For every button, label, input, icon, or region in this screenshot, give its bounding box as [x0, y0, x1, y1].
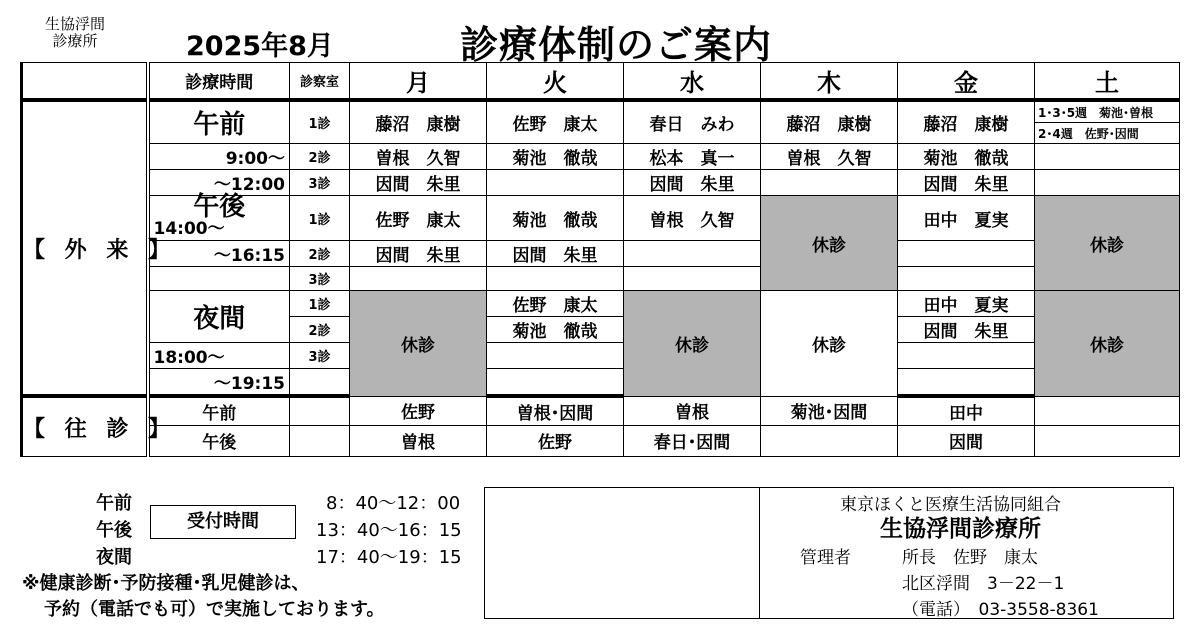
- home-am-label: 午前: [148, 396, 290, 425]
- cell-am-r3-mon: 因間 朱里: [350, 170, 487, 196]
- cell-am-r3-wed: 因間 朱里: [624, 170, 761, 196]
- home-visit-label: 【 往 診 】: [22, 396, 148, 457]
- month-label: 2025年8月: [186, 31, 334, 62]
- clinic-short-name: 生協浮間診療所: [44, 15, 105, 50]
- night-end: ～19:15: [148, 369, 290, 397]
- cell-am-r3-thu: [761, 170, 898, 196]
- schedule-table: [20, 62, 1180, 457]
- am-start: 9:00～: [148, 144, 290, 170]
- header-day-wed: 水: [624, 63, 761, 101]
- header-time: 診療時間: [148, 63, 290, 101]
- reception-label: 受付時間: [150, 505, 296, 539]
- cell-night-r3-tue: [487, 343, 624, 369]
- cell-am-r2-thu: 曽根 久智: [761, 144, 898, 170]
- cell-am-r1-tue: 佐野 康太: [487, 100, 624, 144]
- am-room-1: 1診: [290, 100, 350, 144]
- cell-night-r2-fri: 因間 朱里: [898, 317, 1035, 343]
- header-room: 診察室: [290, 63, 350, 101]
- header-day-thu: 木: [761, 63, 898, 101]
- page-title: 診療体制のご案内: [460, 23, 773, 67]
- cell-home-pm-sat: [1035, 425, 1180, 456]
- outpatient-label: 【 外 来 】: [22, 100, 148, 396]
- pm-room-1: 1診: [290, 196, 350, 241]
- pm-start: 14:00～: [153, 219, 225, 239]
- cell-night-blank-fri: [898, 369, 1035, 397]
- home-pm-label: 午後: [148, 425, 290, 456]
- cell-home-am-thu: 菊池･因間: [761, 396, 898, 425]
- cell-am-r2-wed: 松本 真一: [624, 144, 761, 170]
- night-room-blank: [290, 369, 350, 397]
- note-line-2: 予約（電話でも可）で実施しております。: [44, 599, 385, 620]
- cell-pm-r2-mon: 因間 朱里: [350, 241, 487, 267]
- cell-night-sat-closed: 休診: [1035, 291, 1180, 397]
- home-am-room: [290, 396, 350, 425]
- night-room-3: 3診: [290, 343, 350, 369]
- cell-pm-thu-closed: 休診: [761, 196, 898, 291]
- cell-home-pm-tue: 佐野: [487, 425, 624, 456]
- cell-night-mon-closed: 休診: [350, 291, 487, 397]
- org-phone: （電話） 03-3558-8361: [902, 600, 1099, 620]
- reception-night-time: 17：40～19：15: [316, 547, 462, 568]
- night-start: 18:00～: [148, 343, 290, 369]
- cell-am-r2-mon: 曽根 久智: [350, 144, 487, 170]
- pm-label-cell: [148, 192, 290, 241]
- org-manager-label: 管理者: [800, 548, 851, 568]
- cell-home-pm-wed: 春日･因間: [624, 425, 761, 456]
- cell-pm-r1-fri: 田中 夏実: [898, 196, 1035, 241]
- pm-room-3: 3診: [290, 267, 350, 291]
- cell-home-am-sat: [1035, 396, 1180, 425]
- reception-am-time: 8：40～12：00: [326, 493, 461, 514]
- cell-am-r1-thu: 藤沼 康樹: [761, 100, 898, 144]
- cell-pm-r2-tue: 因間 朱里: [487, 241, 624, 267]
- home-pm-room: [290, 425, 350, 456]
- cell-pm-r3-wed: [624, 267, 761, 291]
- org-address: 北区浮間 3－22－1: [902, 574, 1065, 594]
- cell-pm-r3-tue: [487, 267, 624, 291]
- night-label: 夜間: [148, 291, 290, 343]
- cell-pm-r1-wed: 曽根 久智: [624, 196, 761, 241]
- pm-label: 午後: [193, 192, 246, 222]
- footer-divider: [759, 487, 760, 619]
- pm-blank: [148, 267, 290, 291]
- cell-pm-r2-fri: [898, 241, 1035, 267]
- cell-am-r3-sat: [1035, 170, 1180, 196]
- reception-pm-label: 午後: [96, 520, 132, 541]
- cell-am-r1-wed: 春日 みわ: [624, 100, 761, 144]
- pm-room-2: 2診: [290, 241, 350, 267]
- cell-pm-sat-closed: 休診: [1035, 196, 1180, 291]
- cell-home-am-tue: 曽根･因間: [487, 396, 624, 425]
- am-room-3: 3診: [290, 170, 350, 196]
- header-day-tue: 火: [487, 63, 624, 101]
- cell-am-r1-sat-a: 1･3･5週 菊池･曽根: [1035, 100, 1180, 123]
- cell-pm-r1-tue: 菊池 徹哉: [487, 196, 624, 241]
- cell-night-r3-fri: [898, 343, 1035, 369]
- header-day-fri: 金: [898, 63, 1035, 101]
- cell-am-r1-fri: 藤沼 康樹: [898, 100, 1035, 144]
- cell-night-blank-tue: [487, 369, 624, 397]
- am-end: ～12:00: [148, 170, 290, 196]
- cell-am-r2-sat: [1035, 144, 1180, 170]
- header-day-sat: 土: [1035, 63, 1180, 101]
- org-manager: 所長 佐野 康太: [902, 548, 1038, 568]
- cell-pm-r3-mon: [350, 267, 487, 291]
- cell-pm-r1-mon: 佐野 康太: [350, 196, 487, 241]
- cell-pm-r2-wed: [624, 241, 761, 267]
- cell-am-r2-tue: 菊池 徹哉: [487, 144, 624, 170]
- reception-night-label: 夜間: [96, 547, 132, 568]
- cell-home-pm-fri: 因間: [898, 425, 1035, 456]
- cell-home-am-fri: 田中: [898, 396, 1035, 425]
- cell-home-am-mon: 佐野: [350, 396, 487, 425]
- org-coop: 東京ほくと医療生活協同組合: [840, 495, 1061, 515]
- cell-home-am-wed: 曽根: [624, 396, 761, 425]
- night-room-1: 1診: [290, 291, 350, 317]
- cell-am-r1-mon: 藤沼 康樹: [350, 100, 487, 144]
- cell-night-r2-tue: 菊池 徹哉: [487, 317, 624, 343]
- cell-am-r3-fri: 因間 朱里: [898, 170, 1035, 196]
- cell-night-r1-tue: 佐野 康太: [487, 291, 624, 317]
- reception-am-label: 午前: [96, 493, 132, 514]
- night-room-2: 2診: [290, 317, 350, 343]
- cell-pm-r3-fri: [898, 267, 1035, 291]
- corner-cell: [22, 63, 148, 101]
- am-room-2: 2診: [290, 144, 350, 170]
- reception-pm-time: 13：40～16：15: [316, 520, 462, 541]
- header-day-mon: 月: [350, 63, 487, 101]
- org-clinic: 生協浮間診療所: [880, 516, 1041, 542]
- cell-night-thu-closed: 休診: [761, 291, 898, 397]
- cell-night-r1-fri: 田中 夏実: [898, 291, 1035, 317]
- pm-end: ～16:15: [148, 241, 290, 267]
- am-label: 午前: [148, 100, 290, 144]
- cell-am-r1-sat-b: 2･4週 佐野･因間: [1035, 123, 1180, 144]
- cell-home-pm-thu: [761, 425, 898, 456]
- cell-night-wed-closed: 休診: [624, 291, 761, 397]
- cell-home-pm-mon: 曽根: [350, 425, 487, 456]
- cell-am-r2-fri: 菊池 徹哉: [898, 144, 1035, 170]
- note-line-1: ※健康診断･予防接種･乳児健診は、: [22, 573, 310, 594]
- cell-am-r3-tue: [487, 170, 624, 196]
